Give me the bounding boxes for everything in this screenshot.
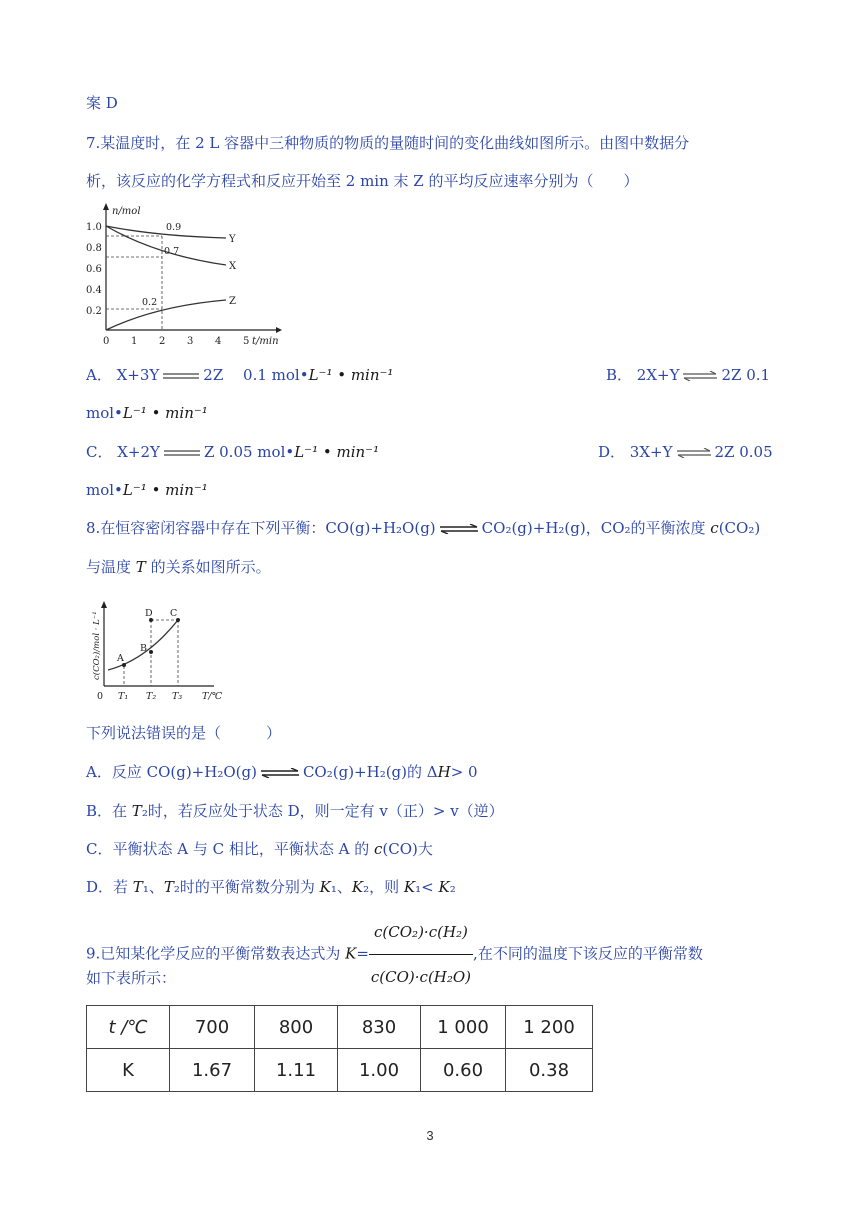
q8-point-label: C bbox=[170, 608, 178, 619]
table-header-cell: 830 bbox=[338, 1006, 421, 1049]
q9-stem-line1 bbox=[86, 910, 703, 999]
q9-equals: = bbox=[356, 944, 369, 963]
previous-answer-line: 案 D bbox=[86, 94, 118, 112]
q7-option-d-rhs: 2Z 0.05 bbox=[714, 443, 773, 461]
q8-option-b-t: T bbox=[131, 802, 142, 820]
q7-option-c-rhs: Z 0.05 mol• bbox=[203, 443, 295, 461]
q9-constant-table bbox=[86, 1005, 593, 1092]
q8-option-d-symbol: K bbox=[403, 878, 416, 896]
q8-option-b[interactable] bbox=[86, 800, 504, 822]
equilibrium-arrow-icon bbox=[682, 371, 718, 381]
q7-option-a-units: L⁻¹ • min⁻¹ bbox=[308, 366, 394, 384]
q7-option-b-continued bbox=[86, 402, 208, 424]
q8-stem-line1 bbox=[86, 517, 760, 539]
q7-ylabel: n/mol bbox=[112, 206, 141, 217]
q7-option-a-lhs: A． X+3Y bbox=[86, 366, 160, 384]
q8-option-d-text: ₂时的平衡常数分别为 bbox=[173, 878, 320, 896]
table-cell: 0.60 bbox=[421, 1049, 506, 1092]
q9-fraction-numerator: c(CO₂)·c(H₂) bbox=[369, 910, 473, 955]
q8-option-b-text: B．在 bbox=[86, 802, 132, 820]
q7-curve-label: X bbox=[229, 261, 237, 272]
q7-xlabel: t/min bbox=[252, 336, 279, 347]
q9-fraction bbox=[369, 910, 473, 999]
equilibrium-arrow-icon bbox=[260, 768, 300, 778]
q8-products: CO₂(g)+H₂(g)，CO₂的平衡浓度 bbox=[481, 519, 711, 537]
q7-stem-line1: 7.某温度时，在 2 L 容器中三种物质的物质的量随时间的变化曲线如图所示。由图中数据分 bbox=[86, 134, 690, 152]
q7-option-c-units: L⁻¹ • min⁻¹ bbox=[294, 443, 380, 461]
table-cell: K bbox=[87, 1049, 170, 1092]
q7-curve-label: Z bbox=[229, 296, 236, 307]
q8-xtick: T₃ bbox=[172, 691, 183, 702]
q7-ytick: 1.0 bbox=[86, 222, 102, 233]
q8-xlabel: T/℃ bbox=[202, 691, 223, 702]
q7-annotation: 0.7 bbox=[164, 246, 180, 257]
q7-curve-z bbox=[106, 300, 226, 330]
equilibrium-arrow-icon bbox=[676, 448, 712, 458]
q8-option-d-symbol: T bbox=[132, 878, 143, 896]
equals-sign-icon bbox=[164, 450, 200, 456]
q8-option-c-text: C．平衡状态 A 与 C 相比，平衡状态 A 的 bbox=[86, 840, 374, 858]
q8-xtick: 0 bbox=[97, 691, 104, 702]
table-cell: 1.67 bbox=[170, 1049, 255, 1092]
q8-option-d-text: D．若 bbox=[86, 878, 133, 896]
q7-xtick: 4 bbox=[215, 336, 222, 347]
q8-option-d-symbol: K bbox=[438, 878, 450, 896]
q7-annotation: 0.9 bbox=[166, 222, 182, 233]
q9-text: 9.已知某化学反应的平衡常数表达式为 bbox=[86, 944, 346, 963]
q8-option-d[interactable] bbox=[86, 876, 456, 898]
equals-sign-icon bbox=[163, 373, 199, 379]
q8-option-a-reactants: A．反应 CO(g)+H₂O(g) bbox=[86, 763, 257, 781]
q8-option-d-symbol: T bbox=[163, 878, 174, 896]
q7-xtick: 3 bbox=[187, 336, 194, 347]
q8-text: 与温度 bbox=[86, 558, 136, 576]
q8-option-d-symbol: K bbox=[351, 878, 364, 896]
q9-symbol-k: K bbox=[345, 944, 357, 963]
q8-option-b-text: ₂时，若反应处于状态 D，则一定有 v（正）> v（逆） bbox=[141, 802, 504, 820]
q8-xtick: T₂ bbox=[146, 691, 157, 702]
q8-reactants: 8.在恒容密闭容器中存在下列平衡：CO(g)+H₂O(g) bbox=[86, 519, 436, 537]
q8-option-a-sign: > 0 bbox=[450, 763, 478, 781]
q8-stem-line2 bbox=[86, 556, 271, 578]
q8-option-c-text: (CO)大 bbox=[382, 840, 433, 858]
q7-option-d-unit-prefix: mol• bbox=[86, 481, 123, 499]
q8-option-a-h: H bbox=[437, 763, 451, 781]
q7-stem-line2: 析，该反应的化学方程式和反应开始至 2 min 末 Z 的平均反应速率分别为（ ） bbox=[86, 172, 639, 190]
q7-option-b-lhs: B． 2X+Y bbox=[606, 366, 680, 384]
q7-ytick: 0.2 bbox=[86, 306, 102, 317]
table-cell: 1.11 bbox=[255, 1049, 338, 1092]
q9-fraction-denominator: c(CO)·c(H₂O) bbox=[370, 968, 472, 986]
equilibrium-arrow-icon bbox=[439, 524, 479, 534]
q7-option-a[interactable] bbox=[86, 364, 393, 386]
q7-option-b-rhs: 2Z 0.1 bbox=[721, 366, 771, 384]
q8-point-label: B bbox=[140, 643, 147, 654]
table-cell: 1.00 bbox=[338, 1049, 421, 1092]
table-cell: 0.38 bbox=[506, 1049, 593, 1092]
q8-option-d-text: ₂ bbox=[449, 878, 456, 896]
q8-point-label: D bbox=[145, 608, 153, 619]
q7-option-d-continued bbox=[86, 479, 208, 501]
q8-graph bbox=[86, 600, 236, 704]
table-header-cell: 1 000 bbox=[421, 1006, 506, 1049]
q7-xtick: 1 bbox=[131, 336, 138, 347]
q8-xtick: T₁ bbox=[118, 691, 129, 702]
table-row bbox=[87, 1006, 593, 1049]
q8-symbol-c: c bbox=[710, 519, 719, 537]
q8-option-d-text: ₂，则 bbox=[363, 878, 404, 896]
q7-option-c-lhs: C． X+2Y bbox=[86, 443, 160, 461]
table-row bbox=[87, 1049, 593, 1092]
q7-graph bbox=[86, 200, 286, 350]
q7-option-d[interactable] bbox=[598, 441, 773, 463]
q8-option-a[interactable] bbox=[86, 761, 478, 783]
q7-option-d-units: L⁻¹ • min⁻¹ bbox=[122, 481, 208, 499]
q7-xtick: 2 bbox=[159, 336, 166, 347]
q8-text: 的关系如图所示。 bbox=[145, 558, 271, 576]
table-header-cell: 1 200 bbox=[506, 1006, 593, 1049]
q7-option-b[interactable] bbox=[606, 364, 770, 386]
q9-text: ,在不同的温度下该反应的平衡常数 bbox=[473, 944, 703, 963]
q8-option-a-products: CO₂(g)+H₂(g)的 Δ bbox=[302, 763, 438, 781]
q7-ytick: 0.8 bbox=[86, 243, 102, 254]
table-header-cell: 700 bbox=[170, 1006, 255, 1049]
q7-curve-label: Y bbox=[229, 234, 236, 245]
q8-option-d-text: ₁、 bbox=[330, 878, 352, 896]
q7-ytick: 0.4 bbox=[86, 285, 102, 296]
q7-annotation: 0.2 bbox=[142, 297, 158, 308]
q7-option-a-rhs: 2Z 0.1 mol• bbox=[203, 366, 309, 384]
page-number: 3 bbox=[426, 1128, 434, 1143]
q8-point-label: A bbox=[117, 653, 124, 664]
table-header-cell: 800 bbox=[255, 1006, 338, 1049]
table-header-cell: t /℃ bbox=[87, 1006, 170, 1049]
q8-option-c-symbol: c bbox=[374, 840, 383, 858]
q7-xtick: 0 bbox=[103, 336, 110, 347]
q8-prompt: 下列说法错误的是（ ） bbox=[86, 724, 282, 742]
q7-option-c[interactable] bbox=[86, 441, 379, 463]
q8-option-d-symbol: K bbox=[319, 878, 331, 896]
q7-option-b-unit-prefix: mol• bbox=[86, 404, 123, 422]
q7-option-d-lhs: D． 3X+Y bbox=[598, 443, 673, 461]
q8-symbol-t: T bbox=[135, 558, 146, 576]
q8-co2: (CO₂) bbox=[718, 519, 761, 537]
q8-option-c[interactable] bbox=[86, 838, 433, 860]
q8-ylabel: c(CO₂)/mol · L⁻¹ bbox=[92, 611, 102, 680]
q7-option-b-units: L⁻¹ • min⁻¹ bbox=[122, 404, 208, 422]
q8-option-d-text: ₁、 bbox=[142, 878, 164, 896]
q7-ytick: 0.6 bbox=[86, 264, 102, 275]
q9-stem-line2: 如下表所示： bbox=[86, 969, 177, 987]
q8-option-d-text: ₁< bbox=[415, 878, 439, 896]
q7-xtick: 5 bbox=[243, 336, 250, 347]
